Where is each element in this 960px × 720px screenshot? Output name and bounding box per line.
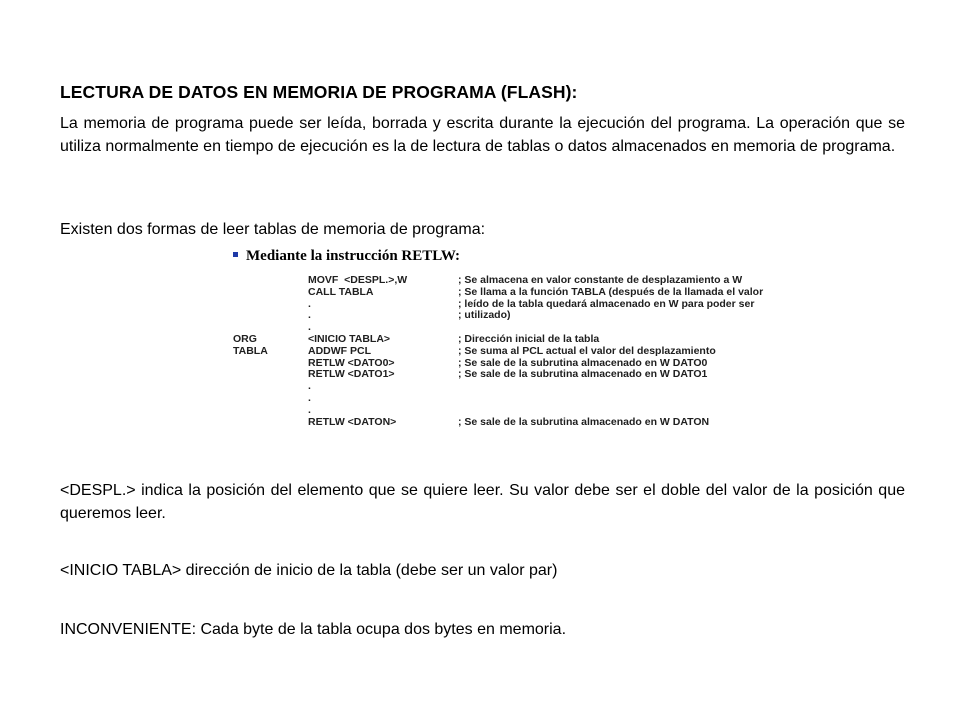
code-instruction: . <box>308 403 311 416</box>
code-instruction: RETLW <DATO1> <box>308 368 395 381</box>
code-listing <box>233 248 793 448</box>
code-instruction: RETLW <DATON> <box>308 415 397 428</box>
code-instruction: CALL TABLA <box>308 285 374 298</box>
code-comment: ; Se suma al PCL actual el valor del desplazamiento <box>458 344 716 357</box>
inicio-paragraph: <INICIO TABLA> dirección de inicio de la tabla (debe ser un valor par) <box>60 562 558 579</box>
bullet-icon <box>233 252 238 257</box>
page-title: LECTURA DE DATOS EN MEMORIA DE PROGRAMA (FLASH): <box>60 82 578 102</box>
code-comment: ; Se almacena en valor constante de desplazamiento a W <box>458 274 743 286</box>
code-instruction: . <box>308 392 311 404</box>
code-comment: ; Se sale de la subrutina almacenado en W DATO0 <box>458 356 708 369</box>
forms-paragraph: Existen dos formas de leer tablas de memoria de programa: <box>60 221 486 238</box>
code-comment: ; Dirección inicial de la tabla <box>458 333 600 345</box>
intro-paragraph: La memoria de programa puede ser leída, borrada y escrita durante la ejecución del programa. La operación que se utiliza normalmente en tiempo de ejecución es la de lectura de tablas o datos almacenados en memoria de programa. <box>60 115 905 155</box>
code-instruction: <INICIO TABLA> <box>308 333 391 345</box>
code-header-text: Mediante la instrucción RETLW: <box>246 248 461 264</box>
code-comment: ; Se llama a la función TABLA (después de la llamada el valor <box>458 285 764 298</box>
code-label: ORG <box>233 333 257 345</box>
code-instruction: . <box>308 380 311 393</box>
code-comment: ; Se sale de la subrutina almacenado en W DATON <box>458 415 710 428</box>
code-header <box>233 248 460 265</box>
code-instruction: . <box>308 297 311 310</box>
code-comment: ; Se sale de la subrutina almacenado en W DATO1 <box>458 368 708 381</box>
code-instruction: ADDWF PCL <box>308 344 371 357</box>
code-instruction: MOVF <DESPL.>,W <box>308 274 408 286</box>
code-comment: ; utilizado) <box>458 309 511 322</box>
despl-paragraph: <DESPL.> indica la posición del elemento que se quiere leer. Su valor debe ser el doble del valor de la posición que queremos leer. <box>60 482 905 522</box>
inconveniente-paragraph: INCONVENIENTE: Cada byte de la tabla ocupa dos bytes en memoria. <box>60 621 567 638</box>
code-instruction: RETLW <DATO0> <box>308 356 395 369</box>
code-label: TABLA <box>233 344 268 357</box>
code-instruction: . <box>308 309 311 322</box>
code-comment: ; leído de la tabla quedará almacenado en W para poder ser <box>458 297 755 310</box>
code-instruction: . <box>308 321 311 334</box>
